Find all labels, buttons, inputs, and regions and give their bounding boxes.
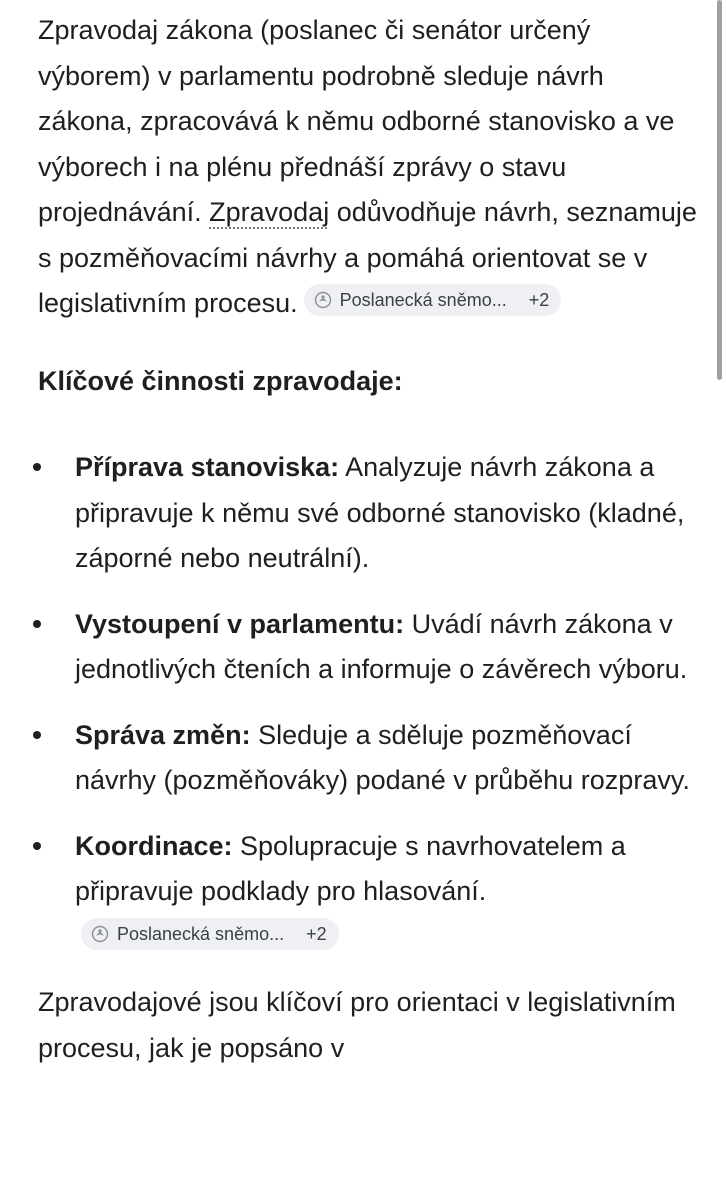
list-item-text: Spolupracuje s navrhovatelem a připravuje podklady pro hlasování.	[75, 830, 626, 906]
intro-dotted-term[interactable]: Zpravodaj	[209, 197, 330, 227]
list-item	[38, 824, 698, 961]
list-item	[38, 602, 698, 693]
list-item-text: Analyzuje návrh zákona a připravuje k němu své odborné stanovisko (kladné, záporné nebo neutrální).	[75, 452, 685, 573]
scrollbar-thumb[interactable]	[717, 0, 722, 380]
source-chip-count: +2	[306, 923, 327, 944]
source-favicon-icon	[314, 291, 332, 309]
list-item-title: Správa změn:	[75, 719, 251, 750]
list-item	[38, 445, 698, 582]
section-heading: Klíčové činnosti zpravodaje:	[38, 365, 403, 396]
source-chip[interactable]	[304, 284, 562, 316]
source-chip-count: +2	[528, 290, 550, 310]
answer-content	[38, 8, 698, 1071]
source-chip-label: Poslanecká sněmo...	[117, 923, 285, 944]
bullet-icon	[33, 731, 41, 739]
intro-text-before: Zpravodaj zákona (poslanec či senátor určený výborem) v parlamentu podrobně sleduje návrh zákona, zpracovává k němu odborné stanovisko a ve výborech i na plénu přednáší zprávy o stavu projednávání.	[38, 15, 675, 227]
activities-list	[38, 445, 698, 960]
list-item-title: Příprava stanoviska:	[75, 452, 340, 482]
source-chip[interactable]	[81, 918, 339, 950]
list-item-title: Vystoupení v parlamentu:	[75, 608, 405, 639]
bullet-icon	[33, 842, 41, 850]
list-item	[38, 713, 698, 804]
intro-paragraph	[38, 8, 698, 327]
closing-paragraph: Zpravodajové jsou klíčoví pro orientaci v legislativním procesu, jak je popsáno v	[38, 987, 676, 1063]
bullet-icon	[33, 463, 41, 471]
source-chip-label: Poslanecká sněmo...	[339, 290, 507, 310]
bullet-icon	[33, 620, 41, 628]
list-item-title: Koordinace:	[75, 830, 233, 861]
list-item-text: Sleduje a sděluje pozměňovací návrhy (pozměňováky) podané v průběhu rozpravy.	[75, 719, 690, 795]
intro-text-after: odůvodňuje návrh, seznamuje s pozměňovacími návrhy a pomáhá orientovat se v legislativním procesu.	[38, 197, 697, 318]
list-item-text: Uvádí návrh zákona v jednotlivých čteních a informuje o závěrech výboru.	[75, 608, 688, 684]
source-favicon-icon	[91, 925, 109, 943]
